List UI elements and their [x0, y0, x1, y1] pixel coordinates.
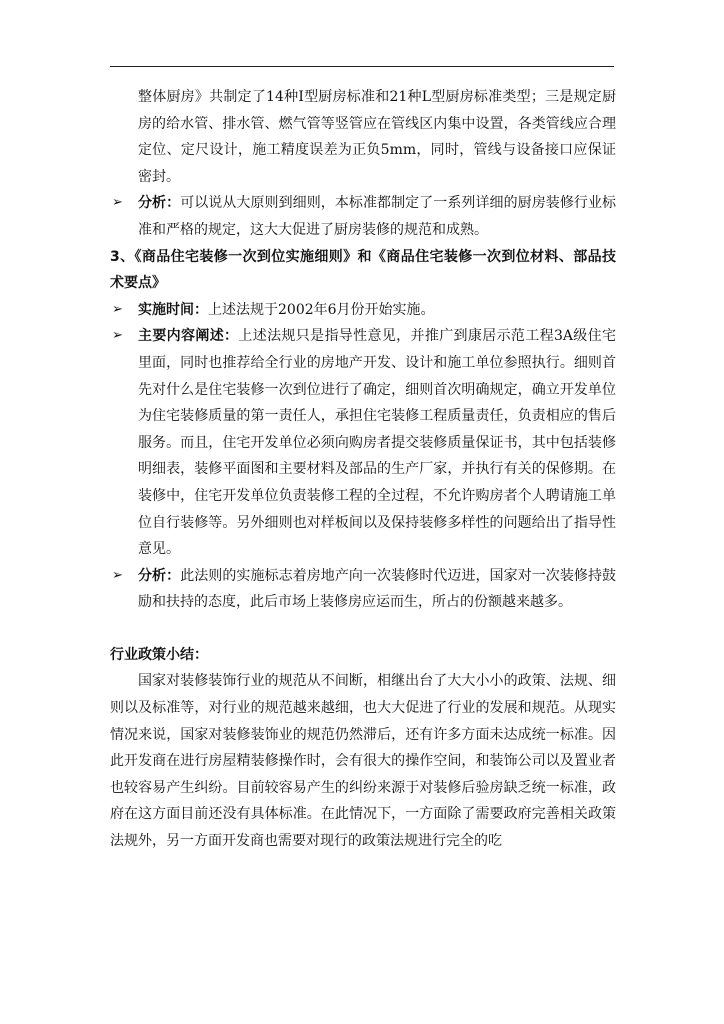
main-content-text: 上述法规只是指导性意见，并推广到康居示范工程3A级住宅里面，同时也推荐给全行业的房地产开发、设计和施工单位参照执行。细则首先对什么是住宅装修一次到位进行了确定，细则首次明确规定，确立开发单位为住宅装修质量的第一责任人，承担住宅装修工程质量责任，负责相应的售后服务。而且，住宅开发单位必须向购房者提交装修质量保证书，其中包括装修明细表，装修平面图和主要材料及部品的生产厂家，并执行有关的保修期。在装修中，住宅开发单位负责装修工程的全过程，不允许购房者个人聘请施工单位自行装修等。另外细则也对样板间以及保持装修多样性的问题给出了指导性意见。 — [138, 328, 616, 558]
intro-paragraph: 整体厨房》共制定了14种Ⅰ型厨房标准和21种L型厨房标准类型；三是规定厨房的给水管、排水管、燃气管等竖管应在管线区内集中设置，各类管线应合理定位、定尺设计，施工精度误差为正负5mm，同时，管线与设备接口应保证密封。 — [138, 89, 616, 185]
summary-heading: 行业政策小结： — [110, 646, 208, 663]
arrow-bullet-icon: ➢ — [112, 195, 123, 211]
implementation-label: 实施时间： — [138, 301, 208, 318]
analysis-item-1 — [110, 190, 616, 243]
analysis-item-2 — [110, 563, 616, 616]
analysis-label: 分析： — [138, 195, 181, 212]
arrow-bullet-icon: ➢ — [112, 328, 123, 344]
main-content-label: 主要内容阐述： — [138, 328, 239, 345]
section-3-heading: 3、《商品住宅装修一次到位实施细则》和《商品住宅装修一次到位材料、部品技术要点》 — [110, 248, 616, 292]
implementation-text: 上述法规于2002年6月份开始实施。 — [208, 301, 435, 318]
arrow-bullet-icon: ➢ — [112, 301, 123, 317]
analysis-text: 可以说从大原则到细则，本标准都制定了一系列详细的厨房装修行业标准和严格的规定，这大大促进了厨房装修的规范和成熟。 — [138, 195, 617, 238]
main-content-item — [110, 323, 616, 562]
analysis-text: 此法则的实施标志着房地产向一次装修时代迈进，国家对一次装修持鼓励和扶持的态度，此后市场上装修房应运而生，所占的份额越来越多。 — [138, 567, 617, 611]
analysis-label: 分析： — [138, 567, 181, 584]
implementation-item — [110, 297, 616, 324]
header-rule — [110, 66, 614, 67]
summary-paragraph: 国家对装修装饰行业的规范从不间断，相继出台了大大小小的政策、法规、细则以及标准等，对行业的规范越来越细，也大大促进了行业的发展和规范。从现实情况来说，国家对装修装饰业的规范仍然滞后，还有许多方面未达成统一标准。因此开发商在进行房屋精装修操作时，会有很大的操作空间，和装饰公司以及置业者也较容易产生纠纷。目前较容易产生的纠纷来源于对装修后验房缺乏统一标准，政府在这方面目前还没有具体标准。在此情况下，一方面除了需要政府完善相关政策法规外，另一方面开发商也需要对现行的政策法规进行完全的吃 — [110, 673, 616, 850]
arrow-bullet-icon: ➢ — [112, 567, 123, 583]
document-body — [110, 84, 616, 855]
